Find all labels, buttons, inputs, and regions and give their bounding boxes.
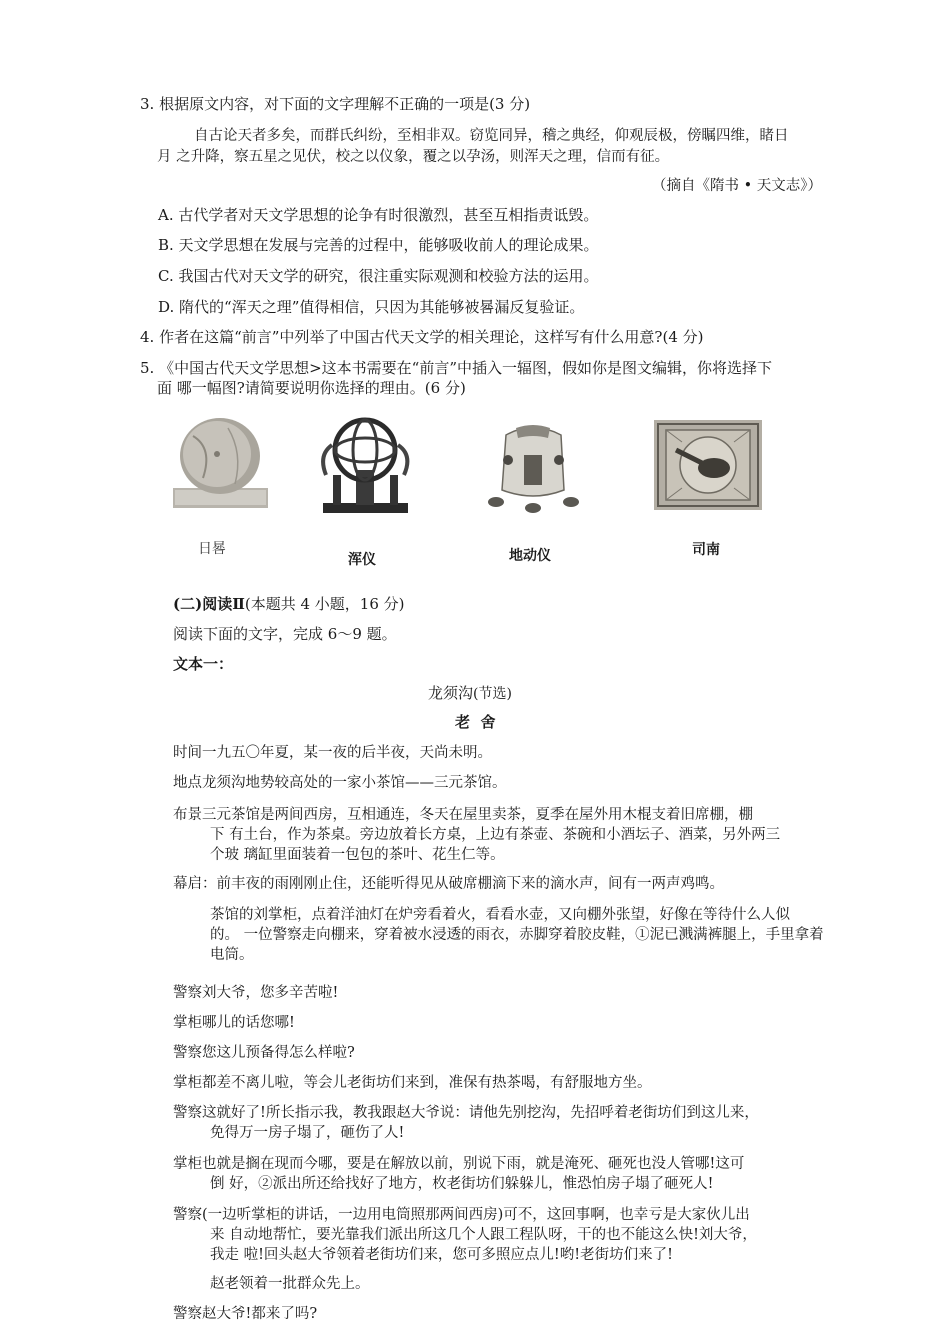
caption-armillary: 浑仪 — [348, 552, 376, 568]
dialogue-line: 警察赵大爷!都来了吗? — [173, 1306, 318, 1322]
play-curtain: 幕启：前丰夜的雨刚刚止住，还能听得见从破席棚滴下来的滴水声，间有一两声鸡鸣。 — [173, 876, 724, 892]
dialogue-line-cont: 我走 啦!回头赵大爷领着老街坊们来，您可多照应点儿!哟!老街坊们来了! — [210, 1247, 673, 1263]
dialogue-line: 警察(一边听掌柜的讲话，一边用电筒照那两间西房)可不，这回事啊，也幸亏是大家伙儿出 — [173, 1207, 750, 1223]
q3-option-b: B. 天文学思想在发展与完善的过程中，能够吸收前人的理论成果。 — [158, 236, 599, 254]
section-2-title: (二)阅读Ⅱ — [173, 595, 245, 613]
q4-stem: 4. 作者在这篇“前言”中列举了中国古代天文学的相关理论，这样写有什么用意?(4 分) — [140, 328, 704, 346]
q5-stem-line-1: 5. 《中国古代天文学思想>这本书需要在“前言”中插入一辐图，假如你是图文编辑，你将选择下 — [140, 359, 772, 377]
stage-direction-line-2: 的。 一位警察走向棚来，穿着被水浸透的雨衣，赤脚穿着胶皮鞋，①泥已溅满裤腿上，手里拿着 — [210, 927, 824, 943]
caption-seismograph: 地动仪 — [509, 548, 551, 564]
play-title-text: 龙须沟 — [428, 684, 474, 702]
q3-quote-line-2: 月 之升降，察五星之见伏，校之以仪象，覆之以孕汤，则浑天之理，信而有征。 — [157, 149, 670, 165]
play-setting-line-3: 个玻 璃缸里面装着一包包的茶叶、花生仁等。 — [210, 847, 505, 863]
sundial-image — [173, 418, 268, 508]
dialogue-line: 掌柜也就是搁在现而今哪，要是在解放以前，别说下雨，就是淹死、砸死也没人管哪!这可 — [173, 1156, 745, 1172]
play-setting-line-2: 下 有土台，作为茶桌。旁边放着长方桌，上边有茶壶、茶碗和小酒坛子、酒菜，另外两三 — [210, 827, 781, 843]
section-2-instruction: 阅读下面的文字，完成 6～9 题。 — [173, 625, 397, 643]
play-place: 地点龙须沟地势较高处的一家小茶馆——三元茶馆。 — [173, 775, 507, 791]
dialogue-line: 警察这就好了!所长指示我，教我跟赵大爷说：请他先别挖沟，先招呼着老街坊们到这儿来， — [173, 1105, 759, 1121]
q3-quote-line-1: 自古论天者多矣，而群氏纠纷，至相非双。窃览同异，稽之典经，仰观辰极，傍瞩四维，睹日 — [194, 128, 789, 144]
play-setting-line-1: 布景三元茶馆是两间西房，互相通连，冬天在屋里卖茶，夏季在屋外用木棍支着旧席棚，棚 — [173, 807, 753, 823]
seismograph-image — [486, 420, 581, 515]
q3-stem: 3. 根据原文内容，对下面的文字理解不正确的一项是(3 分) — [140, 95, 531, 113]
q5-stem-line-2: 面 哪一幅图?请简要说明你选择的理由。(6 分) — [157, 379, 466, 397]
text-one-label: 文本一： — [173, 655, 234, 673]
compass-image — [654, 420, 762, 510]
stage-direction: 赵老领着一批群众先上。 — [210, 1276, 370, 1292]
play-title — [428, 682, 512, 703]
armillary-sphere-image — [318, 415, 413, 515]
dialogue-line: 警察您这儿预备得怎么样啦? — [173, 1045, 355, 1061]
stage-direction-line-3: 电筒。 — [210, 947, 254, 963]
dialogue-line-cont: 来 自动地帮忙，要光靠我们派出所这几个人跟工程队呀，干的也不能这么快!刘大爷， — [210, 1227, 757, 1243]
q3-option-d: D. 隋代的“浑天之理”值得相信，只因为其能够被晷漏反复验证。 — [158, 298, 585, 316]
section-2-note: (本题共 4 小题，16 分) — [244, 595, 405, 613]
q3-option-c: C. 我国古代对天文学的研究，很注重实际观测和校验方法的运用。 — [158, 267, 599, 285]
dialogue-line-cont: 倒 好，②派出所还给找好了地方，枚老街坊们躲躲儿，惟恐怕房子塌了砸死人! — [210, 1176, 714, 1192]
q3-source: （摘自《隋书 • 天文志》） — [652, 178, 823, 194]
dialogue-line-cont: 免得万一房子塌了，砸伤了人! — [210, 1125, 405, 1141]
dialogue-line: 警察刘大爷，您多辛苦啦! — [173, 985, 339, 1001]
dialogue-line: 掌柜都差不离儿啦，等会儿老街坊们来到，准保有热茶喝，有舒服地方坐。 — [173, 1075, 652, 1091]
q3-option-a: A. 古代学者对天文学思想的论争有时很激烈，甚至互相指责诋毁。 — [158, 206, 599, 224]
stage-direction-line-1: 茶馆的刘掌柜，点着洋油灯在炉旁看着火，看看水壶，又向棚外张望，好像在等待什么人似 — [210, 907, 790, 923]
play-author: 老 舍 — [455, 713, 496, 731]
section-2-heading — [173, 593, 404, 614]
play-title-note: (节选) — [473, 686, 512, 702]
caption-sundial: 日晷 — [198, 541, 226, 557]
dialogue-line: 掌柜哪儿的话您哪! — [173, 1015, 295, 1031]
caption-compass: 司南 — [692, 542, 720, 558]
play-time: 时间一九五〇年夏，某一夜的后半夜，天尚未明。 — [173, 745, 492, 761]
